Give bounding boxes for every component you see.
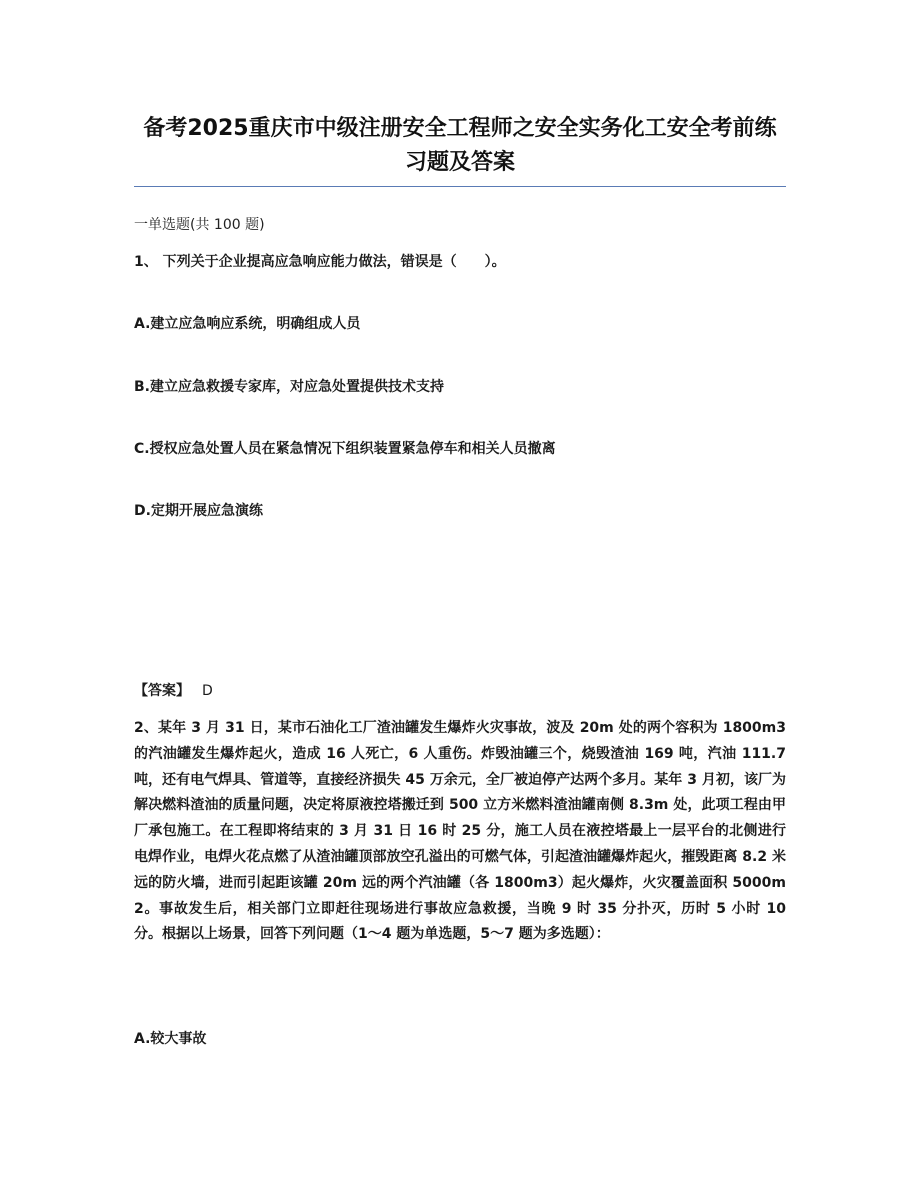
section-label: 一单选题(共 100 题) bbox=[134, 217, 265, 233]
answer-value: D bbox=[202, 683, 213, 699]
question-1-answer bbox=[134, 680, 213, 702]
title-divider bbox=[134, 186, 786, 187]
answer-label: 【答案】 bbox=[134, 683, 190, 699]
question-1-option-c: C.授权应急处置人员在紧急情况下组织装置紧急停车和相关人员撤离 bbox=[134, 441, 556, 457]
question-1-option-b: B.建立应急救援专家库，对应急处置提供技术支持 bbox=[134, 379, 444, 395]
question-2-option-a: A.较大事故 bbox=[134, 1031, 207, 1047]
question-1-option-d: D.定期开展应急演练 bbox=[134, 503, 263, 519]
document-title: 备考2025重庆市中级注册安全工程师之安全实务化工安全考前练习题及答案 bbox=[143, 116, 777, 175]
question-2-stem: 2、某年 3 月 31 日，某市石油化工厂渣油罐发生爆炸火灾事故，波及 20m 处的两个容积为 1800m3 的汽油罐发生爆炸起火，造成 16 人死亡，6 人重伤。炸毁油罐三个，烧毁渣油 169 吨，汽油 111.7 吨，还有电气焊具、管道等，直接经济损失 45 万余元，全厂被迫停产达两个多月。某年 3 月初，该厂为解决燃料渣油的质量问题，决定将原液控塔搬迁到 500 立方米燃料渣油罐南侧 8.3m 处，此项工程由甲厂承包施工。在工程即将结束的 3 月 31 日 16 时 25 分，施工人员在液控塔最上一层平台的北侧进行电焊作业，电焊火花点燃了从渣油罐顶部放空孔溢出的可燃气体，引起渣油罐爆炸起火，摧毁距离 8.2 米远的防火墙，进而引起距该罐 20m 远的两个汽油罐（各 1800m3）起火爆炸，火灾覆盖面积 5000m2。事故发生后，相关部门立即赶往现场进行事故应急救援，当晚 9 时 35 分扑灭，历时 5 小时 10 分。根据以上场景，回答下列问题（1～4 题为单选题，5～7 题为多选题）： bbox=[134, 720, 786, 943]
question-1-option-a: A.建立应急响应系统，明确组成人员 bbox=[134, 316, 361, 332]
question-1-stem: 1、 下列关于企业提高应急响应能力做法，错误是（ ）。 bbox=[134, 254, 506, 270]
